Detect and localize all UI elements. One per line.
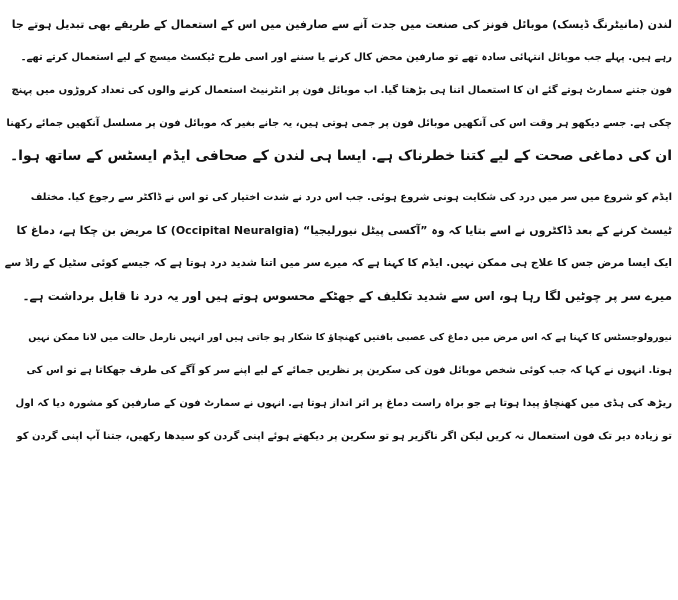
text-line: ٹیسٹ کرنے کے بعد ڈاکٹروں نے اسے بتایا کہ وہ ”آکسی پیٹل نیورلیجیا“ (Occipital Neuralgia) کا مریض بن چکا ہے، دماغ کا: [16, 224, 672, 237]
text-line: لندن (مانیٹرنگ ڈیسک) موبائل فونز کی صنعت میں جدت آنے سے صارفین میں اس کے استعمال کے طریقے بھی تبدیل ہوتے جا: [11, 18, 672, 31]
text-line: چکی ہے. جسے دیکھو ہر وقت اس کی آنکھیں موبائل فون پر جمی ہوتی ہیں، یہ جانے بغیر کہ موبائل فون پر مسلسل آنکھیں جمائے رکھنا: [6, 118, 672, 129]
text-line: ایک ایسا مرض جس کا علاج ہی ممکن نہیں. ایڈم کا کہنا ہے کہ میرے سر میں اتنا شدید درد ہوتا ہے کہ جیسے کوئی سٹیل کے راڈ سے: [4, 257, 672, 269]
text-line: ایڈم کو شروع میں سر میں درد کی شکایت ہونی شروع ہوئی. جب اس درد نے شدت اختیار کی تو اس نے ڈاکٹر سے رجوع کیا. مختلف: [30, 192, 672, 203]
article-body: [4, 8, 672, 461]
paragraph-1: [4, 8, 672, 173]
text-line: میرے سر پر چوٹیں لگا رہا ہو، اس سے شدید تکلیف کے جھٹکے محسوس ہوتے ہیں اور یہ درد نا قابل برداشت ہے۔: [22, 289, 672, 303]
text-line: رہے ہیں. پہلے جب موبائل انتہائی سادہ تھے تو صارفین محض کال کرنے یا سننے اور اسی طرح ٹیکسٹ میسج کے لیے استعمال کرتے تھے۔: [20, 52, 672, 63]
paragraph-2: [4, 181, 672, 313]
text-line: ان کی دماغی صحت کے لیے کتنا خطرناک ہے. ایسا ہی لندن کے صحافی ایڈم ایسٹس کے ساتھ ہوا۔: [9, 148, 672, 164]
text-line: ریڑھ کی ہڈی میں کھنچاؤ پیدا ہوتا ہے جو براہ راست دماغ پر اثر انداز ہوتا ہے. انہوں نے سمارٹ فون کے صارفین کو مشورہ دیا کہ اول: [15, 398, 672, 409]
text-line: فون جتنے سمارٹ ہوتے گئے ان کا استعمال اتنا ہی بڑھتا گیا. اب موبائل فون پر انٹرنیٹ استعمال کرنے والوں کی تعداد کروڑوں میں پہنچ: [11, 85, 672, 96]
paragraph-3: [4, 321, 672, 453]
text-line: تو زیادہ دیر تک فون استعمال نہ کریں لیکن اگر ناگزیر ہو تو سکرین پر دیکھتے ہوئے اپنی گردن کو سیدھا رکھیں، جتنا آپ اپنی گردن کو: [16, 431, 672, 442]
text-line: نیورولوجسٹس کا کہنا ہے کہ اس مرض میں دماغ کی عصبی بافتیں کھنچاؤ کا شکار ہو جاتی ہیں اور انہیں نارمل حالت میں لانا ممکن نہیں: [28, 332, 672, 343]
text-line: ہوتا. انہوں نے کہا کہ جب کوئی شخص موبائل فون کی سکرین پر نظریں جمائے کے لیے اپنے سر کو آگے کی طرف جھکاتا ہے تو اس کی: [26, 365, 672, 376]
